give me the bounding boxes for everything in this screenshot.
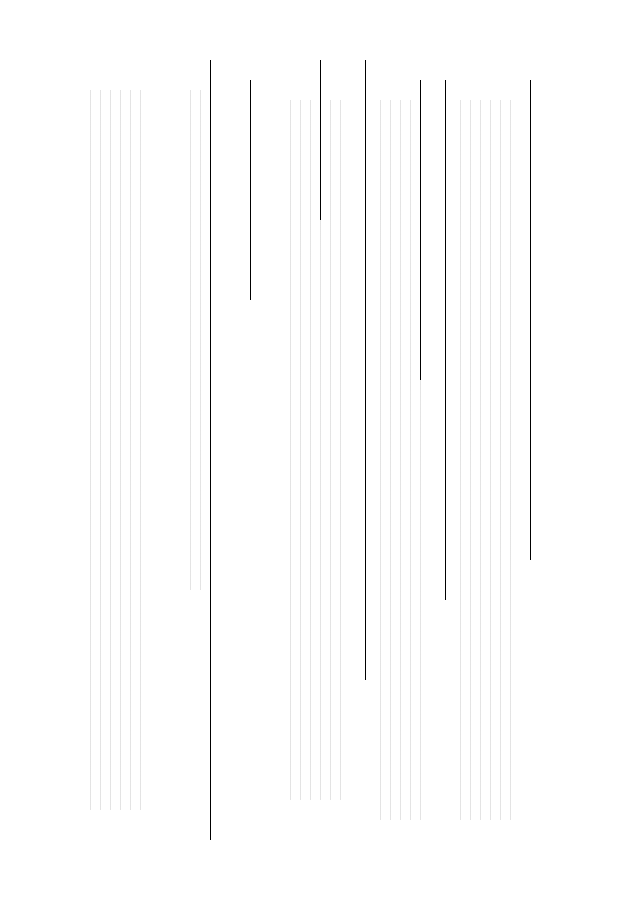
divider-line (445, 80, 446, 600)
divider-line (210, 60, 211, 840)
text-block (460, 100, 520, 820)
text-block (90, 90, 150, 810)
text-block (380, 100, 430, 820)
text-block (190, 90, 208, 590)
divider-line (250, 80, 251, 300)
form-content (60, 60, 530, 840)
divider-line (365, 60, 366, 680)
text-block (290, 100, 350, 800)
divider-line (530, 80, 531, 560)
